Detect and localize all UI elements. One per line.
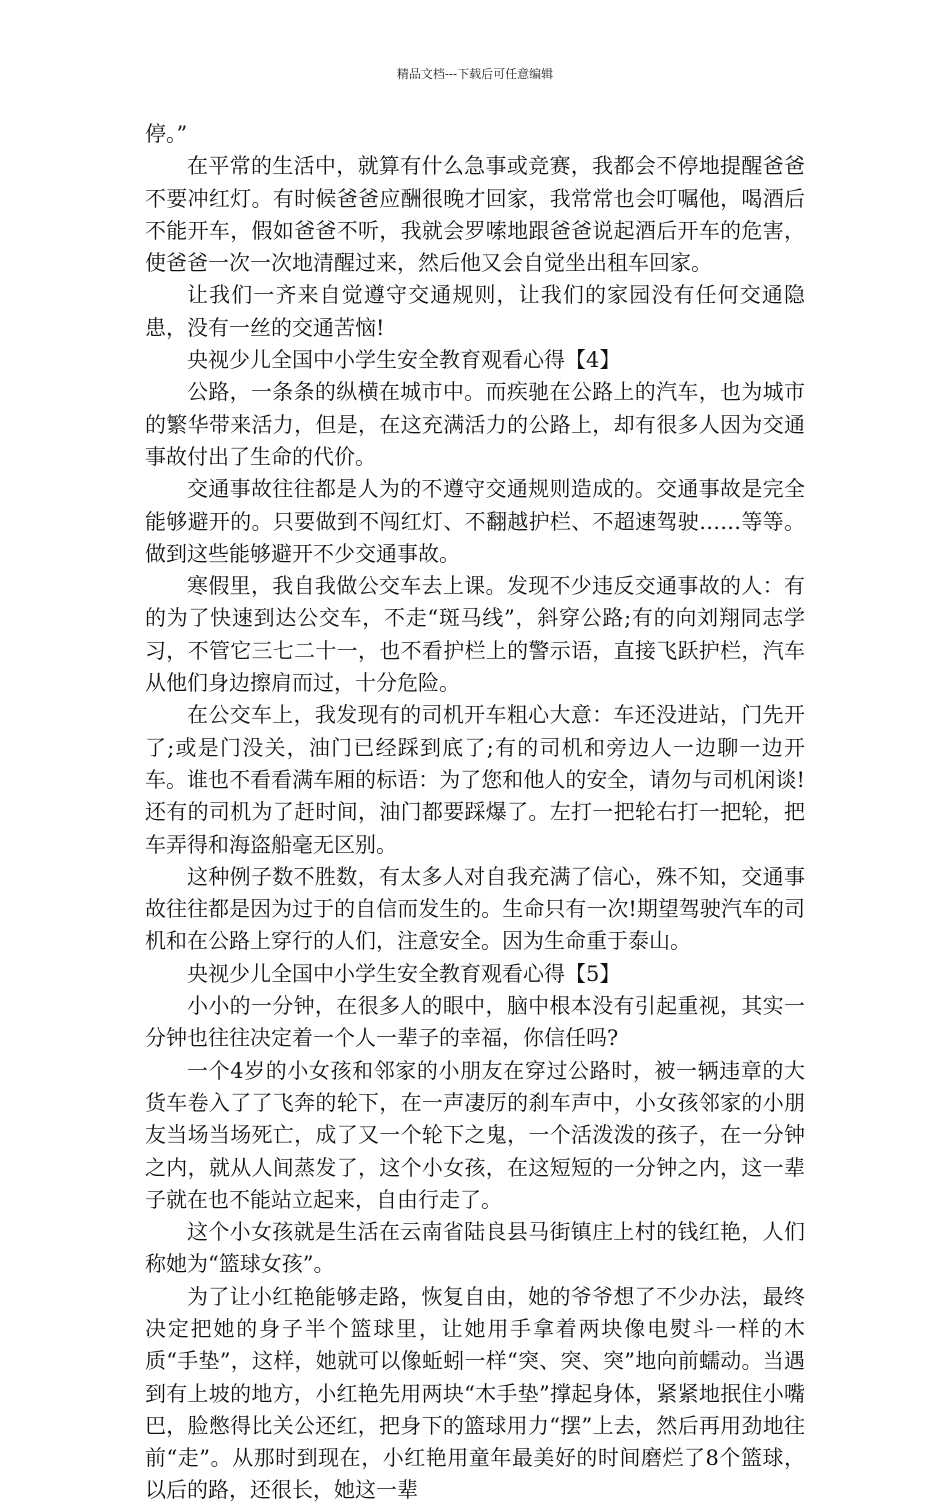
paragraph: 在平常的生活中，就算有什么急事或竞赛，我都会不停地提醒爸爸不要冲红灯。有时候爸爸应酬很晚才回家，我常常也会叮嘱他，喝酒后不能开车，假如爸爸不听，我就会罗嗦地跟爸爸说起酒后开车的危害，使爸爸一次一次地清醒过来，然后他又会自觉坐出租车回家。 [145,154,805,276]
section-heading: 央视少儿全国中小学生安全教育观看心得【5】 [187,961,621,986]
page-header: 精品文档---下载后可任意编辑 [396,67,554,81]
paragraph: 在公交车上，我发现有的司机开车粗心大意：车还没进站，门先开了;或是门没关，油门已经踩到底了;有的司机和旁边人一边聊一边开车。谁也不看看满车厢的标语：为了您和他人的安全，请勿与司机闲谈!还有的司机为了赶时间，油门都要踩爆了。左打一把轮右打一把轮，把车弄得和海盗船毫无区别。 [145,703,805,857]
paragraph: 停。” [145,122,188,146]
paragraph: 交通事故往往都是人为的不遵守交通规则造成的。交通事故是完全能够避开的。只要做到不闯红灯、不翻越护栏、不超速驾驶……等等。做到这些能够避开不少交通事故。 [145,477,805,566]
paragraph: 这个小女孩就是生活在云南省陆良县马街镇庄上村的钱红艳，人们称她为“篮球女孩”。 [145,1220,805,1277]
paragraph: 寒假里，我自我做公交车去上课。发现不少违反交通事故的人：有的为了快速到达公交车，不走“斑马线”，斜穿公路;有的向刘翔同志学习，不管它三七二十一，也不看护栏上的警示语，直接飞跃护栏，汽车从他们身边擦肩而过，十分危险。 [145,574,805,696]
paragraph: 小小的一分钟，在很多人的眼中，脑中根本没有引起重视，其实一分钟也往往决定着一个人一辈子的幸福，你信任吗? [145,994,805,1051]
paragraph: 让我们一齐来自觉遵守交通规则，让我们的家园没有任何交通隐患，没有一丝的交通苦恼! [145,283,805,340]
document-body [145,118,805,1507]
paragraph: 公路，一条条的纵横在城市中。而疾驰在公路上的汽车，也为城市的繁华带来活力，但是，在这充满活力的公路上，却有很多人因为交通事故付出了生命的代价。 [145,380,805,469]
paragraph: 这种例子数不胜数，有太多人对自我充满了信心，殊不知，交通事故往往都是因为过于的自信而发生的。生命只有一次!期望驾驶汽车的司机和在公路上穿行的人们，注意安全。因为生命重于泰山。 [145,864,805,954]
paragraph: 一个4岁的小女孩和邻家的小朋友在穿过公路时，被一辆违章的大货车卷入了了飞奔的轮下，在一声凄厉的刹车声中，小女孩邻家的小朋友当场当场死亡，成了又一个轮下之鬼，一个活泼泼的孩子，在一分钟之内，就从人间蒸发了，这个小女孩，在这短短的一分钟之内，这一辈子就在也不能站立起来，自由行走了。 [145,1058,805,1212]
section-heading: 央视少儿全国中小学生安全教育观看心得【4】 [187,348,621,373]
paragraph: 为了让小红艳能够走路，恢复自由，她的爷爷想了不少办法，最终决定把她的身子半个篮球里，让她用手拿着两块像电熨斗一样的木质“手垫”，这样，她就可以像蚯蚓一样“突、突、突”地向前蠕动。当遇到有上坡的地方，小红艳先用两块“木手垫”撑起身体，紧紧地抿住小嘴巴，脸憋得比关公还红，把身下的篮球用力“摆”上去，然后再用劲地往前“走”。从那时到现在，小红艳用童年最美好的时间磨烂了8个篮球，以后的路，还很长，她这一辈 [145,1284,805,1503]
